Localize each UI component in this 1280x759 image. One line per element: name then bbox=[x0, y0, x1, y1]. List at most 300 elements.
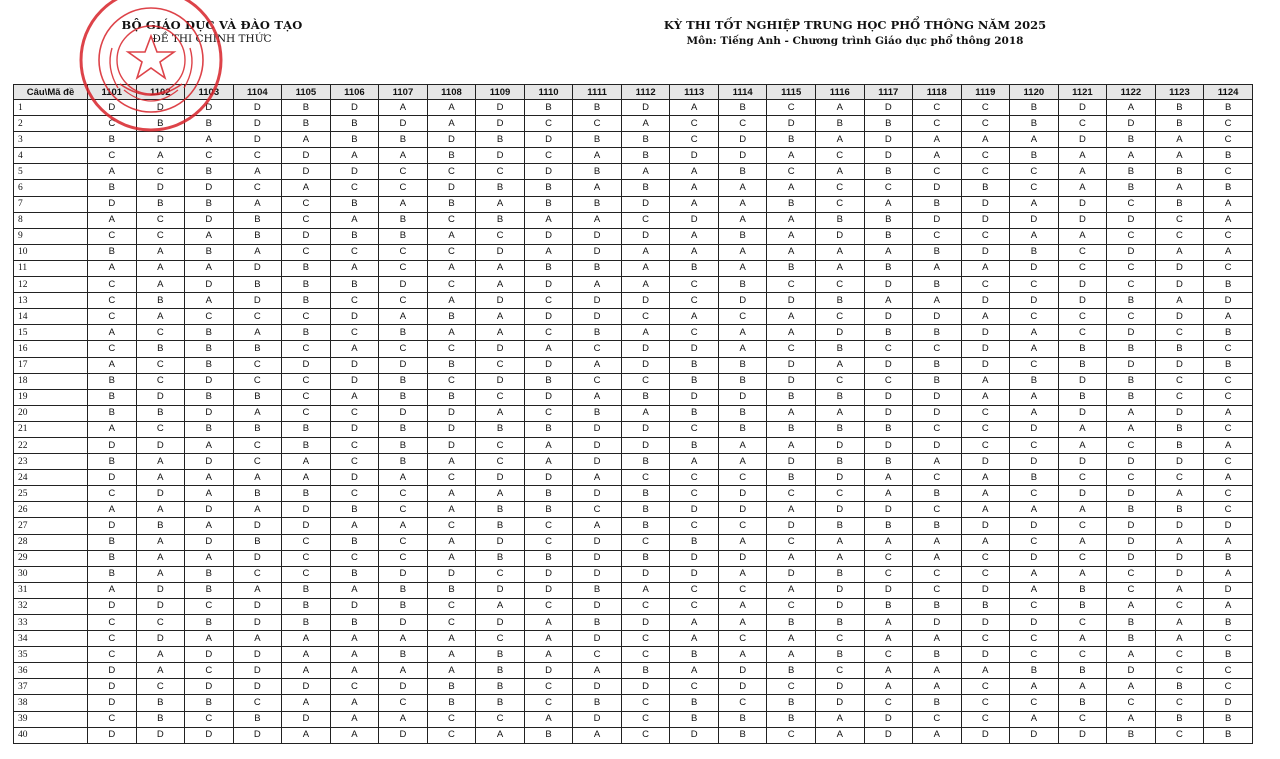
answer-cell: B bbox=[864, 228, 913, 244]
answer-cell: B bbox=[1107, 389, 1156, 405]
answer-cell: C bbox=[88, 309, 137, 325]
answer-cell: B bbox=[670, 647, 719, 663]
answer-cell: C bbox=[670, 421, 719, 437]
answer-cell: D bbox=[621, 100, 670, 116]
answer-cell: B bbox=[379, 647, 428, 663]
answer-cell: A bbox=[718, 196, 767, 212]
answer-cell: A bbox=[961, 486, 1010, 502]
answer-cell: D bbox=[573, 309, 622, 325]
answer-cell: D bbox=[815, 502, 864, 518]
answer-cell: D bbox=[961, 357, 1010, 373]
answer-cell: A bbox=[961, 534, 1010, 550]
question-number: 12 bbox=[14, 277, 88, 293]
answer-cell: D bbox=[330, 598, 379, 614]
answer-cell: D bbox=[864, 148, 913, 164]
answer-cell: C bbox=[524, 116, 573, 132]
answer-cell: A bbox=[718, 244, 767, 260]
exam-code-header: 1107 bbox=[379, 85, 428, 100]
answer-cell: A bbox=[88, 325, 137, 341]
question-number: 18 bbox=[14, 373, 88, 389]
answer-cell: A bbox=[1010, 341, 1059, 357]
answer-cell: B bbox=[136, 341, 185, 357]
table-row bbox=[14, 647, 1253, 663]
question-number: 13 bbox=[14, 293, 88, 309]
answer-cell: C bbox=[1204, 486, 1253, 502]
answer-cell: C bbox=[961, 550, 1010, 566]
answer-cell: C bbox=[573, 373, 622, 389]
answer-cell: C bbox=[1204, 228, 1253, 244]
answer-cell: A bbox=[379, 631, 428, 647]
question-number: 30 bbox=[14, 566, 88, 582]
answer-cell: B bbox=[670, 260, 719, 276]
answer-cell: C bbox=[961, 405, 1010, 421]
answer-cell: C bbox=[961, 164, 1010, 180]
answer-cell: D bbox=[767, 566, 816, 582]
answer-cell: B bbox=[330, 534, 379, 550]
answer-cell: A bbox=[815, 357, 864, 373]
answer-cell: B bbox=[1058, 357, 1107, 373]
answer-cell: B bbox=[864, 212, 913, 228]
answer-cell: B bbox=[1107, 341, 1156, 357]
answer-cell: A bbox=[1155, 148, 1204, 164]
exam-code-header: 1113 bbox=[670, 85, 719, 100]
question-number: 6 bbox=[14, 180, 88, 196]
answer-cell: C bbox=[330, 486, 379, 502]
answer-cell: B bbox=[1058, 389, 1107, 405]
answer-cell: D bbox=[1107, 325, 1156, 341]
answer-cell: D bbox=[815, 598, 864, 614]
answer-cell: C bbox=[524, 695, 573, 711]
answer-cell: B bbox=[1107, 164, 1156, 180]
answer-cell: D bbox=[767, 373, 816, 389]
answer-cell: C bbox=[233, 309, 282, 325]
answer-cell: D bbox=[864, 437, 913, 453]
answer-cell: C bbox=[330, 180, 379, 196]
answer-cell: C bbox=[136, 228, 185, 244]
answer-cell: B bbox=[1107, 373, 1156, 389]
answer-cell: A bbox=[330, 695, 379, 711]
answer-cell: B bbox=[767, 260, 816, 276]
answer-cell: A bbox=[88, 260, 137, 276]
question-number: 36 bbox=[14, 663, 88, 679]
answer-cell: C bbox=[670, 518, 719, 534]
answer-cell: A bbox=[815, 260, 864, 276]
answer-cell: A bbox=[815, 534, 864, 550]
answer-cell: A bbox=[524, 615, 573, 631]
answer-cell: A bbox=[136, 309, 185, 325]
answer-cell: B bbox=[1204, 100, 1253, 116]
answer-cell: C bbox=[524, 534, 573, 550]
table-row bbox=[14, 341, 1253, 357]
answer-cell: D bbox=[573, 534, 622, 550]
table-row bbox=[14, 405, 1253, 421]
answer-cell: B bbox=[718, 421, 767, 437]
answer-cell: D bbox=[815, 582, 864, 598]
answer-cell: A bbox=[670, 244, 719, 260]
answer-cell: A bbox=[670, 631, 719, 647]
answer-cell: C bbox=[427, 277, 476, 293]
answer-cell: D bbox=[913, 180, 962, 196]
answer-cell: D bbox=[1204, 582, 1253, 598]
answer-cell: C bbox=[1204, 132, 1253, 148]
answer-cell: C bbox=[1155, 212, 1204, 228]
answer-cell: B bbox=[185, 325, 234, 341]
answer-cell: D bbox=[961, 454, 1010, 470]
answer-cell: C bbox=[864, 373, 913, 389]
answer-cell: D bbox=[864, 389, 913, 405]
answer-cell: D bbox=[621, 293, 670, 309]
answer-cell: C bbox=[282, 566, 331, 582]
answer-cell: C bbox=[282, 244, 331, 260]
answer-cell: D bbox=[1155, 518, 1204, 534]
answer-cell: B bbox=[573, 615, 622, 631]
table-row bbox=[14, 631, 1253, 647]
answer-cell: B bbox=[864, 116, 913, 132]
answer-cell: B bbox=[282, 277, 331, 293]
answer-cell: C bbox=[815, 196, 864, 212]
answer-cell: D bbox=[88, 100, 137, 116]
table-row bbox=[14, 534, 1253, 550]
answer-cell: A bbox=[88, 582, 137, 598]
answer-cell: A bbox=[1010, 228, 1059, 244]
answer-cell: A bbox=[185, 132, 234, 148]
answer-cell: A bbox=[961, 373, 1010, 389]
question-number: 35 bbox=[14, 647, 88, 663]
answer-cell: B bbox=[1107, 502, 1156, 518]
answer-cell: B bbox=[476, 550, 525, 566]
answer-cell: C bbox=[621, 647, 670, 663]
question-number: 20 bbox=[14, 405, 88, 421]
answer-cell: C bbox=[718, 631, 767, 647]
answer-cell: B bbox=[815, 389, 864, 405]
answer-cell: C bbox=[185, 598, 234, 614]
answer-cell: C bbox=[476, 164, 525, 180]
question-number: 10 bbox=[14, 244, 88, 260]
answer-cell: A bbox=[815, 100, 864, 116]
answer-cell: C bbox=[961, 421, 1010, 437]
answer-cell: A bbox=[185, 631, 234, 647]
answer-cell: B bbox=[233, 486, 282, 502]
answer-cell: D bbox=[767, 518, 816, 534]
answer-cell: C bbox=[961, 228, 1010, 244]
answer-cell: B bbox=[1155, 100, 1204, 116]
answer-cell: B bbox=[573, 164, 622, 180]
answer-cell: A bbox=[670, 454, 719, 470]
answer-cell: C bbox=[1107, 470, 1156, 486]
answer-cell: A bbox=[1010, 325, 1059, 341]
answer-cell: B bbox=[330, 132, 379, 148]
answer-cell: D bbox=[767, 454, 816, 470]
answer-cell: D bbox=[282, 148, 331, 164]
question-number: 33 bbox=[14, 615, 88, 631]
answer-cell: C bbox=[961, 116, 1010, 132]
answer-cell: C bbox=[427, 470, 476, 486]
answer-cell: B bbox=[88, 550, 137, 566]
answer-cell: B bbox=[476, 212, 525, 228]
answer-cell: D bbox=[815, 470, 864, 486]
answer-cell: B bbox=[718, 228, 767, 244]
answer-cell: C bbox=[913, 116, 962, 132]
subject-title: Môn: Tiếng Anh - Chương trình Giáo dục phổ thông 2018 bbox=[686, 35, 1024, 47]
answer-cell: B bbox=[282, 260, 331, 276]
answer-cell: A bbox=[282, 470, 331, 486]
answer-cell: C bbox=[1155, 695, 1204, 711]
answer-cell: C bbox=[864, 695, 913, 711]
answer-cell: D bbox=[88, 663, 137, 679]
answer-cell: C bbox=[282, 196, 331, 212]
answer-cell: C bbox=[1155, 470, 1204, 486]
answer-cell: D bbox=[815, 679, 864, 695]
answer-cell: D bbox=[767, 357, 816, 373]
answer-cell: B bbox=[815, 454, 864, 470]
answer-cell: B bbox=[961, 180, 1010, 196]
answer-cell: B bbox=[185, 357, 234, 373]
answer-cell: D bbox=[621, 615, 670, 631]
answer-cell: A bbox=[282, 454, 331, 470]
answer-cell: A bbox=[961, 502, 1010, 518]
answer-cell: A bbox=[379, 196, 428, 212]
exam-code-header: 1122 bbox=[1107, 85, 1156, 100]
answer-cell: A bbox=[864, 470, 913, 486]
answer-cell: A bbox=[1155, 486, 1204, 502]
answer-cell: D bbox=[621, 196, 670, 212]
answer-cell: D bbox=[185, 727, 234, 743]
question-number: 19 bbox=[14, 389, 88, 405]
answer-cell: B bbox=[233, 228, 282, 244]
answer-cell: A bbox=[670, 100, 719, 116]
answer-cell: D bbox=[961, 647, 1010, 663]
answer-cell: C bbox=[379, 550, 428, 566]
answer-cell: B bbox=[282, 582, 331, 598]
answer-cell: A bbox=[670, 180, 719, 196]
answer-cell: A bbox=[718, 615, 767, 631]
answer-cell: C bbox=[185, 309, 234, 325]
answer-cell: C bbox=[767, 486, 816, 502]
answer-cell: C bbox=[379, 341, 428, 357]
answer-cell: D bbox=[476, 148, 525, 164]
answer-cell: B bbox=[913, 325, 962, 341]
answer-cell: C bbox=[136, 615, 185, 631]
answer-cell: A bbox=[88, 421, 137, 437]
answer-cell: D bbox=[136, 582, 185, 598]
question-number: 1 bbox=[14, 100, 88, 116]
answer-cell: B bbox=[621, 550, 670, 566]
answer-cell: C bbox=[1010, 598, 1059, 614]
answer-cell: A bbox=[767, 405, 816, 421]
answer-cell: B bbox=[427, 196, 476, 212]
answer-cell: A bbox=[427, 663, 476, 679]
answer-cell: A bbox=[282, 132, 331, 148]
answer-cell: B bbox=[767, 470, 816, 486]
answer-cell: D bbox=[573, 550, 622, 566]
answer-cell: B bbox=[621, 148, 670, 164]
answer-cell: A bbox=[573, 518, 622, 534]
answer-cell: C bbox=[621, 212, 670, 228]
answer-cell: D bbox=[524, 663, 573, 679]
answer-cell: C bbox=[1010, 309, 1059, 325]
question-number: 29 bbox=[14, 550, 88, 566]
answer-cell: A bbox=[1058, 631, 1107, 647]
answer-cell: A bbox=[427, 486, 476, 502]
answer-cell: D bbox=[330, 421, 379, 437]
answer-cell: C bbox=[1010, 437, 1059, 453]
answer-cell: B bbox=[767, 196, 816, 212]
answer-cell: A bbox=[718, 598, 767, 614]
answer-cell: C bbox=[767, 727, 816, 743]
answer-cell: D bbox=[88, 470, 137, 486]
answer-cell: C bbox=[282, 309, 331, 325]
answer-cell: D bbox=[913, 309, 962, 325]
answer-cell: B bbox=[1058, 582, 1107, 598]
answer-cell: D bbox=[1204, 518, 1253, 534]
answer-cell: D bbox=[621, 357, 670, 373]
answer-cell: C bbox=[1107, 437, 1156, 453]
answer-cell: B bbox=[330, 502, 379, 518]
answer-cell: C bbox=[621, 373, 670, 389]
answer-cell: B bbox=[136, 518, 185, 534]
answer-cell: C bbox=[1107, 196, 1156, 212]
answer-cell: D bbox=[1107, 454, 1156, 470]
question-number: 23 bbox=[14, 454, 88, 470]
answer-cell: B bbox=[864, 454, 913, 470]
answer-cell: A bbox=[233, 196, 282, 212]
answer-cell: D bbox=[233, 116, 282, 132]
answer-cell: D bbox=[1058, 373, 1107, 389]
answer-cell: C bbox=[1058, 470, 1107, 486]
answer-cell: A bbox=[330, 631, 379, 647]
answer-cell: B bbox=[524, 373, 573, 389]
answer-cell: C bbox=[1010, 277, 1059, 293]
table-body bbox=[14, 100, 1253, 744]
table-row bbox=[14, 598, 1253, 614]
answer-cell: B bbox=[330, 196, 379, 212]
answer-cell: B bbox=[767, 421, 816, 437]
exam-code-header: 1109 bbox=[476, 85, 525, 100]
answer-cell: D bbox=[1058, 132, 1107, 148]
answer-cell: B bbox=[573, 405, 622, 421]
answer-cell: A bbox=[476, 405, 525, 421]
answer-cell: A bbox=[670, 196, 719, 212]
answer-cell: A bbox=[961, 309, 1010, 325]
answer-cell: A bbox=[476, 196, 525, 212]
answer-cell: B bbox=[767, 695, 816, 711]
answer-cell: A bbox=[767, 180, 816, 196]
answer-cell: A bbox=[573, 389, 622, 405]
answer-cell: D bbox=[136, 631, 185, 647]
exam-code-header: 1112 bbox=[621, 85, 670, 100]
table-row bbox=[14, 212, 1253, 228]
answer-cell: A bbox=[88, 357, 137, 373]
answer-cell: C bbox=[718, 582, 767, 598]
answer-cell: A bbox=[427, 647, 476, 663]
answer-cell: C bbox=[621, 534, 670, 550]
answer-cell: A bbox=[427, 325, 476, 341]
table-row bbox=[14, 502, 1253, 518]
answer-cell: B bbox=[136, 405, 185, 421]
answer-cell: C bbox=[1107, 566, 1156, 582]
answer-cell: C bbox=[88, 228, 137, 244]
answer-cell: C bbox=[524, 405, 573, 421]
answer-cell: D bbox=[1010, 727, 1059, 743]
answer-cell: D bbox=[573, 293, 622, 309]
answer-cell: D bbox=[427, 421, 476, 437]
table-row bbox=[14, 228, 1253, 244]
answer-cell: A bbox=[379, 663, 428, 679]
answer-cell: D bbox=[1010, 212, 1059, 228]
table-row bbox=[14, 727, 1253, 743]
answer-cell: D bbox=[185, 100, 234, 116]
answer-cell: A bbox=[1204, 437, 1253, 453]
answer-cell: C bbox=[670, 132, 719, 148]
answer-cell: C bbox=[1204, 663, 1253, 679]
answer-cell: A bbox=[815, 405, 864, 421]
answer-cell: A bbox=[815, 164, 864, 180]
answer-cell: D bbox=[670, 148, 719, 164]
answer-cell: B bbox=[330, 116, 379, 132]
answer-cell: D bbox=[718, 132, 767, 148]
answer-cell: D bbox=[136, 132, 185, 148]
answer-cell: A bbox=[136, 277, 185, 293]
answer-cell: A bbox=[282, 695, 331, 711]
answer-cell: B bbox=[913, 647, 962, 663]
answer-cell: B bbox=[379, 325, 428, 341]
answer-cell: C bbox=[1107, 582, 1156, 598]
answer-cell: D bbox=[670, 341, 719, 357]
answer-cell: B bbox=[185, 116, 234, 132]
answer-cell: B bbox=[1107, 180, 1156, 196]
answer-cell: A bbox=[427, 293, 476, 309]
answer-cell: B bbox=[718, 373, 767, 389]
table-row bbox=[14, 164, 1253, 180]
answer-cell: B bbox=[913, 695, 962, 711]
answer-cell: B bbox=[913, 598, 962, 614]
answer-cell: D bbox=[961, 727, 1010, 743]
answer-cell: B bbox=[1204, 357, 1253, 373]
answer-cell: C bbox=[718, 116, 767, 132]
answer-cell: A bbox=[476, 260, 525, 276]
answer-cell: A bbox=[1058, 566, 1107, 582]
answer-cell: C bbox=[1107, 228, 1156, 244]
answer-cell: C bbox=[427, 615, 476, 631]
answer-cell: B bbox=[767, 615, 816, 631]
answer-cell: C bbox=[573, 116, 622, 132]
answer-cell: A bbox=[330, 518, 379, 534]
question-number: 40 bbox=[14, 727, 88, 743]
table-row bbox=[14, 116, 1253, 132]
answer-cell: C bbox=[913, 582, 962, 598]
answer-cell: D bbox=[476, 373, 525, 389]
answer-cell: C bbox=[621, 695, 670, 711]
table-row bbox=[14, 389, 1253, 405]
answer-cell: D bbox=[476, 244, 525, 260]
answer-cell: C bbox=[88, 631, 137, 647]
answer-cell: C bbox=[961, 277, 1010, 293]
answer-cell: C bbox=[815, 180, 864, 196]
answer-cell: B bbox=[1204, 727, 1253, 743]
answer-cell: B bbox=[913, 518, 962, 534]
answer-cell: A bbox=[718, 341, 767, 357]
answer-cell: B bbox=[379, 437, 428, 453]
answer-cell: D bbox=[330, 470, 379, 486]
answer-cell: D bbox=[815, 695, 864, 711]
answer-cell: A bbox=[913, 663, 962, 679]
answer-cell: C bbox=[1058, 550, 1107, 566]
answer-cell: C bbox=[767, 100, 816, 116]
answer-cell: B bbox=[476, 695, 525, 711]
answer-cell: B bbox=[185, 421, 234, 437]
answer-cell: A bbox=[1058, 679, 1107, 695]
answer-cell: B bbox=[88, 405, 137, 421]
